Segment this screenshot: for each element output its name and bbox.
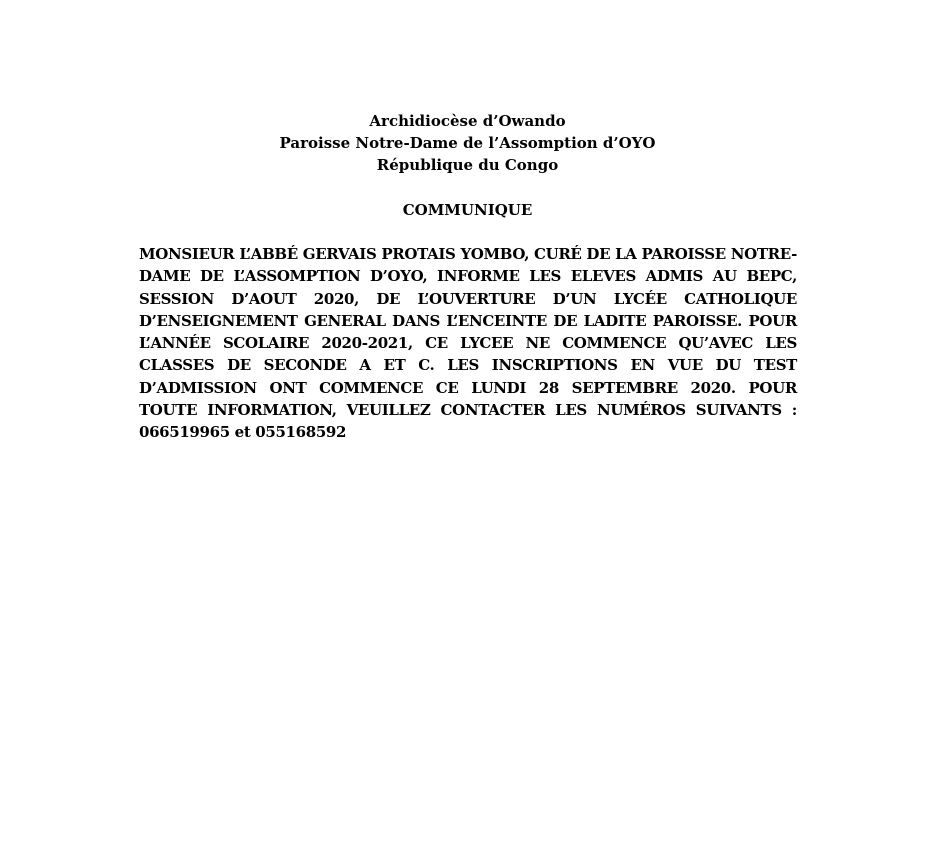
document-header xyxy=(0,110,925,176)
header-country: République du Congo xyxy=(376,156,559,174)
communique-body: MONSIEUR L’ABBÉ GERVAIS PROTAIS YOMBO, CURÉ DE LA PAROISSE NOTRE-DAME DE L’ASSOMPTION D’OYO, INFORME LES ELEVES ADMIS AU BEPC, SESSION D’AOUT 2020, DE L’OUVERTURE D’UN LYCÉE CATHOLIQUE D’ENSEIGNEMENT GENERAL DANS L’ENCEINTE DE LADITE PAROISSE. POUR L’ANNÉE SCOLAIRE 2020-2021, CE LYCEE NE COMMENCE QU’AVEC LES CLASSES DE SECONDE A ET C. LES INSCRIPTIONS EN VUE DU TEST D’ADMISSION ONT COMMENCE CE LUNDI 28 SEPTEMBRE 2020. POUR TOUTE INFORMATION, VEUILLEZ CONTACTER LES NUMÉROS SUIVANTS : 066519965 et 055168592 xyxy=(139,245,797,442)
header-parish: Paroisse Notre-Dame de l’Assomption d’OYO xyxy=(279,134,656,152)
header-archdiocese: Archidiocèse d’Owando xyxy=(369,112,566,130)
document-title: COMMUNIQUE xyxy=(402,201,533,219)
